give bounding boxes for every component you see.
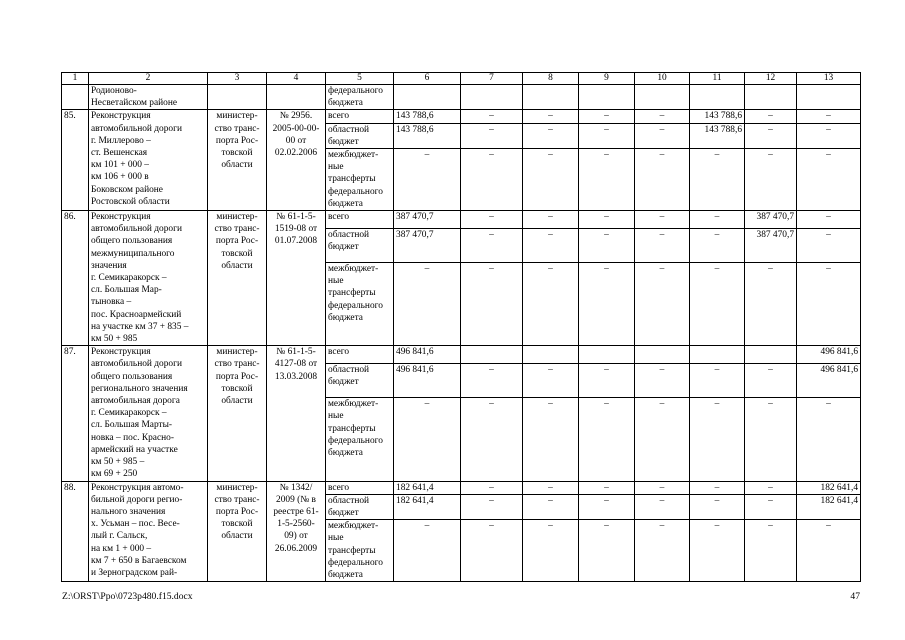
column-number-cell: 3 [208,73,267,85]
amount-cell: – [690,149,745,211]
amount-cell: – [635,110,690,123]
funding-type-cell [326,110,394,123]
amount-cell: – [745,123,797,148]
item-number-cell: 85. [62,110,89,211]
object-name-cell-line: тыновка – [91,297,132,308]
budget-table [61,72,861,582]
amount-cell: – [635,494,690,519]
amount-cell: – [745,481,797,494]
funding-type-cell-line: областной [328,495,370,506]
ministry-cell-line: порта Рос- [215,506,259,517]
amount-cell [745,346,797,364]
document-number-cell-line: 26.06.2009 [274,543,318,554]
object-name-cell-line: Реконструкция [91,347,151,358]
object-name-cell-line: межмуниципального [91,248,175,259]
funding-type-cell-line: ные [328,162,344,173]
amount-cell: 143 788,6 [394,110,461,123]
ministry-cell [208,346,267,481]
funding-type-cell-line: областной [328,365,370,375]
funding-type-cell [326,364,394,398]
amount-cell: – [394,398,461,481]
object-name-cell [89,110,208,211]
document-number-cell [267,346,326,481]
funding-type-cell-line: трансферты [328,423,376,434]
object-name-cell-line: Боковском районе [91,184,163,195]
object-name-cell-line: на км 1 + 000 – [91,543,152,554]
column-number-cell: 9 [579,73,635,85]
document-number-cell-line: 1-5-2560- [277,519,315,530]
column-number-cell: 4 [267,73,326,85]
empty-cell [635,85,690,110]
document-number-cell-line: 2005-00-00- [272,123,320,134]
funding-type-cell [326,211,394,229]
object-name-cell-line: общего пользования [91,371,173,382]
amount-cell: 182 641,4 [797,481,861,494]
funding-type-cell [326,228,394,262]
ministry-cell-line: товской [221,148,253,159]
document-number-cell-line: 4127-08 от [274,359,318,370]
amount-cell: – [745,520,797,582]
funding-type-cell-line: областной [328,229,370,240]
object-name-cell-line: автомобильной дороги [91,123,182,134]
amount-cell: – [523,364,579,398]
amount-cell: – [461,211,523,229]
funding-type-cell-line: ные [328,533,344,544]
ministry-cell-line: порта Рос- [215,371,259,382]
amount-cell: – [461,228,523,262]
amount-cell: – [523,481,579,494]
funding-type-cell-line: федерального [328,186,383,197]
object-name-cell-line: регионального значения [91,383,188,394]
amount-cell: – [635,149,690,211]
ministry-cell-line: товской [221,383,253,394]
amount-cell: 387 470,7 [745,211,797,229]
amount-cell: – [523,110,579,123]
amount-cell: – [461,520,523,582]
object-name-cell-line: лый г. Сальск, [91,531,148,542]
object-name-cell-line: км 101 + 000 – [91,160,149,171]
page-number: 47 [850,591,860,602]
amount-cell: – [745,494,797,519]
object-name-cell-line: Реконструкция [91,111,151,122]
funding-type-cell-line: всего [328,111,350,122]
object-name-cell-line: км 106 + 000 в [91,172,149,183]
funding-type-cell [326,149,394,211]
ministry-cell-line: товской [221,248,253,259]
amount-cell: – [745,149,797,211]
document-number-cell-line: № 61-1-5- [276,347,316,358]
funding-type-cell [326,481,394,494]
funding-type-cell-line: межбюджет- [328,521,379,532]
object-name-cell [89,85,208,110]
funding-type-cell-line: трансферты [328,545,376,556]
object-name-cell-line: общего пользования [91,236,173,247]
amount-cell: – [635,520,690,582]
item-number-cell: 88. [62,481,89,582]
amount-cell: – [690,398,745,481]
object-name-cell-line: значения [91,260,127,271]
object-name-cell [89,346,208,481]
amount-cell: – [394,149,461,211]
object-name-cell-line: Родионово- [91,86,137,96]
continuation-row [62,85,861,110]
funding-type-cell [326,85,394,110]
amount-cell: – [690,228,745,262]
amount-cell: – [690,494,745,519]
ministry-cell-line: области [221,260,253,271]
amount-cell: – [635,398,690,481]
column-number-cell: 13 [797,73,861,85]
object-name-cell-line: Несветайском районе [91,98,178,109]
object-name-cell-line: км 50 + 985 – [91,457,145,468]
object-name-cell-line: км 69 + 250 [91,469,138,480]
amount-cell: 387 470,7 [394,228,461,262]
object-name-cell-line: км 7 + 650 в Багаевском [91,555,187,566]
amount-cell: – [579,520,635,582]
header-row [62,73,861,85]
empty-cell [267,85,326,110]
funding-type-cell-line: бюджет [328,507,359,518]
amount-cell [635,346,690,364]
ministry-cell [208,110,267,211]
amount-cell: 143 788,6 [690,123,745,148]
amount-cell: – [635,211,690,229]
document-number-cell-line: 09) от [284,531,308,542]
amount-cell: – [579,228,635,262]
amount-cell: – [797,262,861,345]
funding-type-cell-line: бюджет [328,377,359,388]
funding-type-cell [326,123,394,148]
document-number-cell-line: 13.03.2008 [274,371,318,382]
footer-file-path: Z:\ORST\Ppo\0723p480.f15.docx [62,591,193,602]
document-number-cell [267,481,326,582]
amount-cell: – [461,364,523,398]
ministry-cell-line: министер- [216,212,258,223]
amount-cell: 143 788,6 [690,110,745,123]
object-name-cell-line: бильной дороги регио- [91,494,183,505]
table-row [62,481,861,494]
object-name-cell-line: пос. Красноармейский [91,309,182,320]
amount-cell: 496 841,6 [394,346,461,364]
ministry-cell-line: министер- [216,111,258,122]
amount-cell: 387 470,7 [745,228,797,262]
amount-cell: – [690,262,745,345]
funding-type-cell-line: областной [328,124,370,135]
amount-cell: – [394,262,461,345]
column-number-cell: 1 [62,73,89,85]
column-number-cell: 11 [690,73,745,85]
funding-type-cell-line: всего [328,347,350,358]
document-number-cell-line: 1519-08 от [274,224,318,235]
empty-cell [745,85,797,110]
amount-cell: – [745,262,797,345]
amount-cell: – [635,228,690,262]
item-number-cell: 87. [62,346,89,481]
object-name-cell-line: армейский на участке [91,444,178,455]
table-row [62,110,861,123]
amount-cell: – [690,481,745,494]
amount-cell: – [461,262,523,345]
document-number-cell-line: 01.07.2008 [274,236,318,247]
document-number-cell-line: 02.02.2006 [274,148,318,159]
funding-type-cell-line: федерального [328,435,383,446]
document-number-cell-line: № 61-1-5- [276,212,316,223]
object-name-cell [89,211,208,346]
object-name-cell-line: г. Семикаракорск – [91,273,167,284]
amount-cell: – [690,211,745,229]
object-name-cell-line: автомобильная дорога [91,396,180,407]
amount-cell: – [797,520,861,582]
amount-cell: – [523,494,579,519]
amount-cell: – [461,110,523,123]
amount-cell: 182 641,4 [797,494,861,519]
item-number-cell: 86. [62,211,89,346]
ministry-cell-line: ство транс- [214,359,260,370]
empty-cell [690,85,745,110]
funding-type-cell-line: бюджета [328,198,363,209]
amount-cell: – [461,123,523,148]
column-number-cell: 10 [635,73,690,85]
amount-cell: – [579,364,635,398]
amount-cell: 182 641,4 [394,481,461,494]
object-name-cell-line: Реконструкция автомо- [91,482,184,493]
funding-type-cell-line: бюджет [328,241,359,252]
funding-type-cell [326,494,394,519]
amount-cell [461,346,523,364]
amount-cell: – [797,123,861,148]
funding-type-cell-line: федерального [328,300,383,311]
table-row [62,211,861,229]
object-name-cell-line: новка – пос. Красно- [91,432,174,443]
object-name-cell-line: х. Усьман – пос. Весе- [91,519,180,530]
ministry-cell-line: области [221,531,253,542]
amount-cell: – [461,494,523,519]
object-name-cell-line: ст. Вешенская [91,148,148,159]
empty-cell [62,85,89,110]
funding-type-cell [326,398,394,481]
column-number-cell: 6 [394,73,461,85]
amount-cell: – [745,110,797,123]
ministry-cell-line: министер- [216,347,258,358]
amount-cell: – [690,520,745,582]
object-name-cell-line: Ростовской области [91,196,170,207]
object-name-cell-line: автомобильной дороги [91,224,182,235]
document-number-cell-line: реестре 61- [273,506,319,517]
object-name-cell-line: г. Семикаракорск – [91,408,167,419]
funding-type-cell-line: бюджета [328,447,363,458]
amount-cell: – [579,110,635,123]
funding-type-cell-line: всего [328,212,350,223]
amount-cell: – [523,520,579,582]
object-name-cell-line: и Зерноградском рай- [91,567,178,578]
amount-cell: – [635,481,690,494]
amount-cell: – [797,149,861,211]
amount-cell: 496 841,6 [797,346,861,364]
funding-type-cell-line: федерального [328,86,383,96]
object-name-cell-line: Реконструкция [91,212,151,223]
table-row [62,346,861,364]
amount-cell: 496 841,6 [797,364,861,398]
funding-type-cell-line: межбюджет- [328,399,379,410]
amount-cell: – [579,481,635,494]
document-number-cell [267,211,326,346]
amount-cell: – [579,398,635,481]
object-name-cell-line: сл. Большая Мар- [91,285,162,296]
amount-cell: – [523,228,579,262]
empty-cell [461,85,523,110]
funding-type-cell-line: межбюджет- [328,263,379,274]
amount-cell: – [579,262,635,345]
funding-type-cell-line: федерального [328,557,383,568]
funding-type-cell [326,262,394,345]
column-number-cell: 7 [461,73,523,85]
ministry-cell-line: министер- [216,482,258,493]
amount-cell: – [523,211,579,229]
amount-cell: – [635,123,690,148]
ministry-cell-line: порта Рос- [215,135,259,146]
ministry-cell-line: ство транс- [214,494,260,505]
document-number-cell-line: № 1342/ [279,482,313,493]
ministry-cell-line: ство транс- [214,123,260,134]
funding-type-cell [326,346,394,364]
empty-cell [523,85,579,110]
amount-cell: – [523,398,579,481]
column-number-cell: 2 [89,73,208,85]
amount-cell: – [797,110,861,123]
ministry-cell-line: области [221,396,253,407]
ministry-cell-line: ство транс- [214,224,260,235]
amount-cell: 143 788,6 [394,123,461,148]
object-name-cell-line: автомобильной дороги [91,359,182,370]
funding-type-cell-line: всего [328,482,350,493]
object-name-cell-line: сл. Большая Марты- [91,420,173,431]
amount-cell: – [797,211,861,229]
object-name-cell-line: г. Миллерово – [91,135,151,146]
funding-type-cell-line: трансферты [328,288,376,299]
amount-cell: – [745,398,797,481]
amount-cell: – [797,398,861,481]
funding-type-cell [326,520,394,582]
empty-cell [797,85,861,110]
amount-cell: – [579,211,635,229]
amount-cell: – [797,228,861,262]
amount-cell: – [579,149,635,211]
amount-cell: – [635,364,690,398]
amount-cell: – [745,364,797,398]
ministry-cell [208,211,267,346]
document-number-cell [267,110,326,211]
amount-cell: 182 641,4 [394,494,461,519]
amount-cell: – [523,123,579,148]
funding-type-cell-line: бюджет [328,136,359,147]
amount-cell: – [690,364,745,398]
object-name-cell [89,481,208,582]
funding-type-cell-line: ные [328,411,344,422]
document-number-cell-line: 00 от [285,135,307,146]
column-number-cell: 5 [326,73,394,85]
funding-type-cell-line: бюджета [328,98,363,109]
funding-type-cell-line: бюджета [328,312,363,323]
document-number-cell-line: № 2956. [279,111,313,122]
amount-cell: – [461,149,523,211]
amount-cell: – [579,494,635,519]
column-number-cell: 12 [745,73,797,85]
empty-cell [394,85,461,110]
funding-type-cell-line: трансферты [328,174,376,185]
amount-cell [523,346,579,364]
object-name-cell-line: км 50 + 985 [91,334,138,345]
object-name-cell-line: нального значения [91,506,166,517]
amount-cell: – [523,262,579,345]
amount-cell: 496 841,6 [394,364,461,398]
amount-cell: – [461,398,523,481]
ministry-cell-line: области [221,160,253,171]
document-number-cell-line: 2009 (№ в [276,494,316,505]
amount-cell [690,346,745,364]
ministry-cell-line: порта Рос- [215,236,259,247]
funding-type-cell-line: бюджета [328,569,363,580]
ministry-cell-line: товской [221,519,253,530]
ministry-cell [208,481,267,582]
funding-type-cell-line: ные [328,276,344,287]
amount-cell [579,346,635,364]
funding-type-cell-line: межбюджет- [328,150,379,161]
empty-cell [579,85,635,110]
amount-cell: – [579,123,635,148]
amount-cell: 387 470,7 [394,211,461,229]
amount-cell: – [394,520,461,582]
empty-cell [208,85,267,110]
amount-cell: – [523,149,579,211]
amount-cell: – [635,262,690,345]
amount-cell: – [461,481,523,494]
object-name-cell-line: на участке км 37 + 835 – [91,321,189,332]
column-number-cell: 8 [523,73,579,85]
